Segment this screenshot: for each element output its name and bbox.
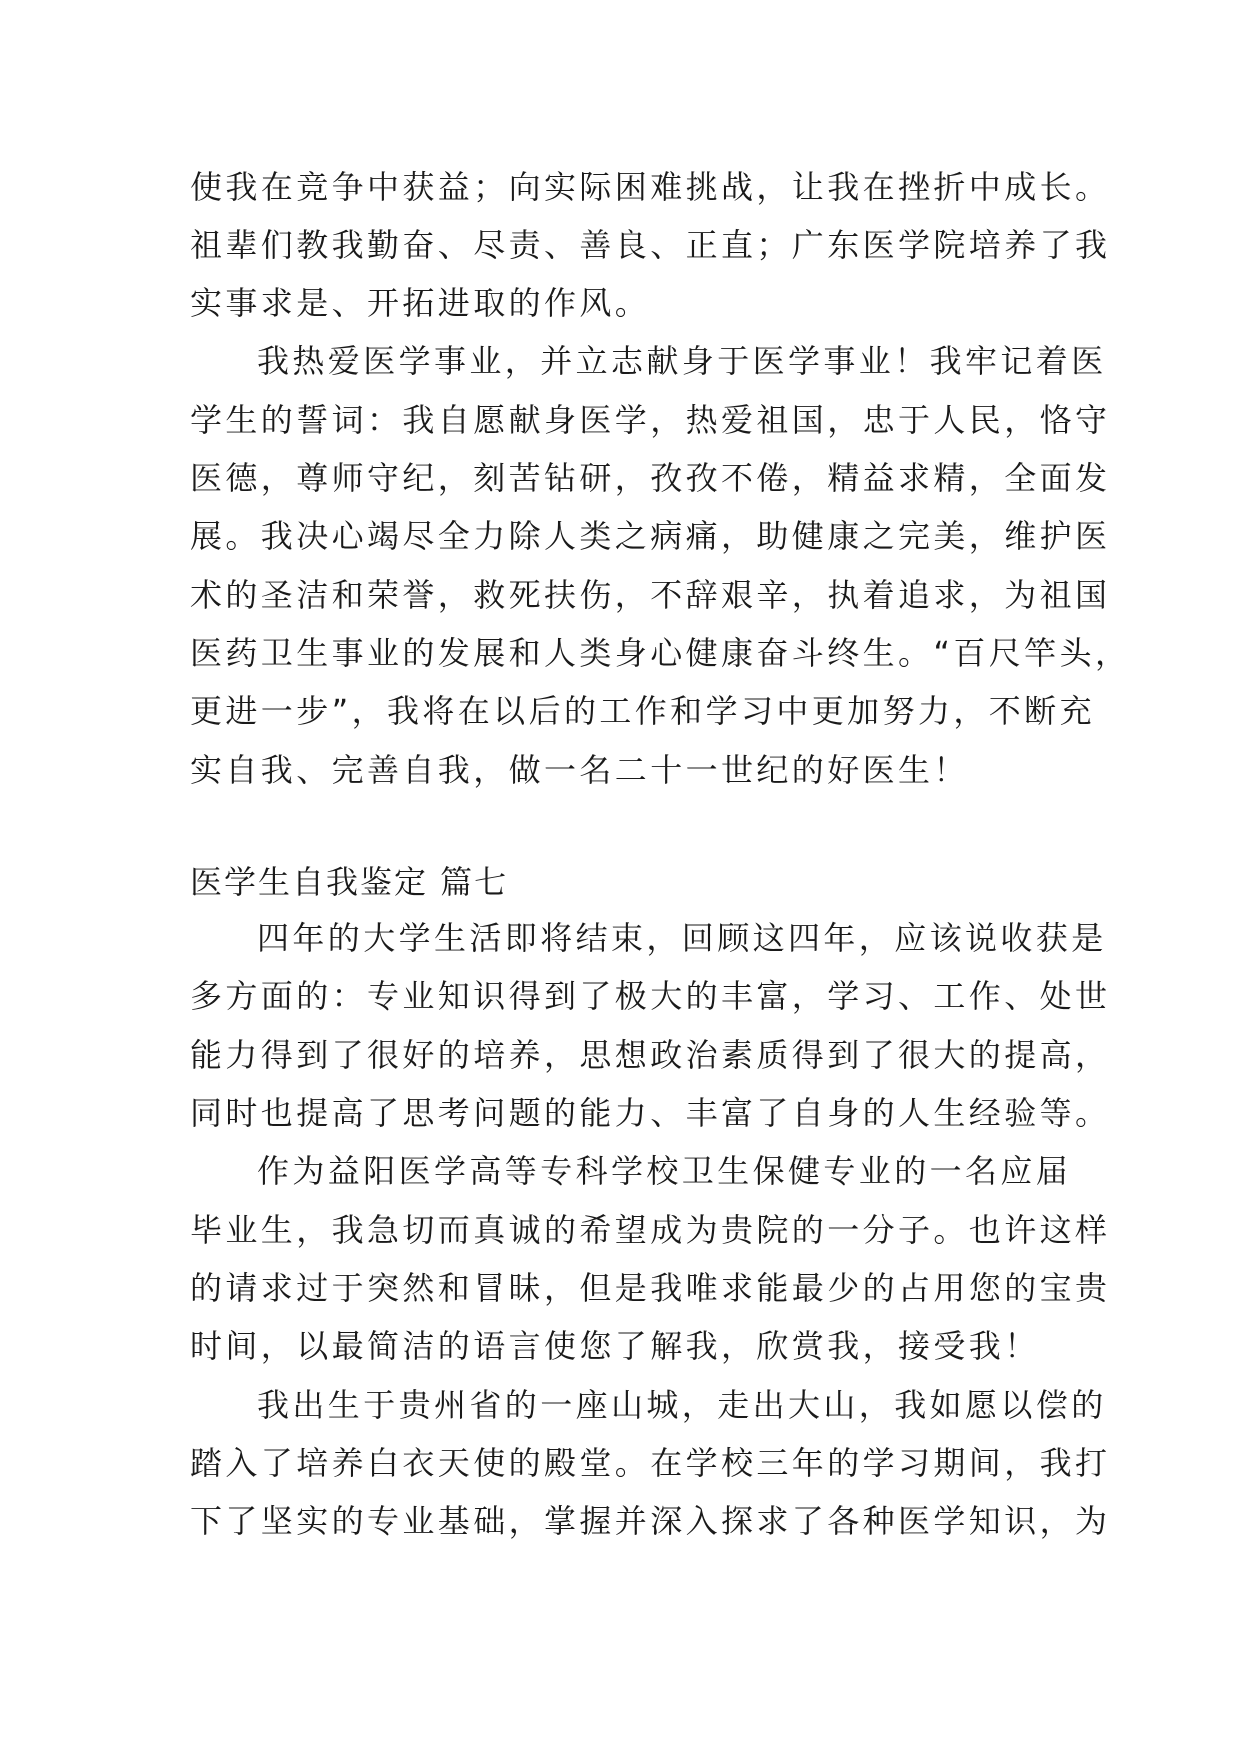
paragraph-line: 多方面的：专业知识得到了极大的丰富，学习、工作、处世 [190, 977, 1111, 1015]
paragraph-line: 医德，尊师守纪，刻苦钻研，孜孜不倦，精益求精，全面发 [190, 459, 1111, 497]
paragraph-line: 使我在竞争中获益；向实际困难挑战，让我在挫折中成长。 [190, 168, 1111, 206]
paragraph-line: 术的圣洁和荣誉，救死扶伤，不辞艰辛，执着追求，为祖国 [190, 576, 1111, 614]
paragraph-line: 四年的大学生活即将结束，回顾这四年，应该说收获是 [257, 919, 1107, 957]
paragraph-line: 下了坚实的专业基础，掌握并深入探求了各种医学知识，为 [190, 1502, 1111, 1540]
paragraph-line: 展。我决心竭尽全力除人类之病痛，助健康之完美，维护医 [190, 517, 1111, 555]
paragraph-line: 的请求过于突然和冒昧，但是我唯求能最少的占用您的宝贵 [190, 1269, 1111, 1307]
paragraph-line: 毕业生，我急切而真诚的希望成为贵院的一分子。也许这样 [190, 1211, 1111, 1249]
paragraph-line: 作为益阳医学高等专科学校卫生保健专业的一名应届 [257, 1152, 1072, 1190]
paragraph-line: 我热爱医学事业，并立志献身于医学事业！我牢记着医 [257, 342, 1107, 380]
paragraph-line: 同时也提高了思考问题的能力、丰富了自身的人生经验等。 [190, 1094, 1111, 1132]
paragraph-line: 时间，以最简洁的语言使您了解我，欣赏我，接受我！ [190, 1327, 1040, 1365]
paragraph-line: 医药卫生事业的发展和人类身心健康奋斗终生。“百尺竿头， [190, 634, 1131, 672]
paragraph-line: 我出生于贵州省的一座山城，走出大山，我如愿以偿的 [257, 1386, 1107, 1424]
paragraph-line: 实自我、完善自我，做一名二十一世纪的好医生！ [190, 751, 969, 789]
paragraph-line: 祖辈们教我勤奋、尽责、善良、正直；广东医学院培养了我 [190, 226, 1111, 264]
paragraph-line: 学生的誓词：我自愿献身医学，热爱祖国，忠于人民，恪守 [190, 401, 1111, 439]
paragraph-line: 踏入了培养白衣天使的殿堂。在学校三年的学习期间，我打 [190, 1444, 1111, 1482]
paragraph-line: 实事求是、开拓进取的作风。 [190, 284, 651, 322]
section-heading: 医学生自我鉴定 篇七 [190, 863, 509, 901]
paragraph-line: 能力得到了很好的培养，思想政治素质得到了很大的提高， [190, 1036, 1111, 1074]
paragraph-line: 更进一步”，我将在以后的工作和学习中更加努力，不断充 [190, 692, 1095, 730]
